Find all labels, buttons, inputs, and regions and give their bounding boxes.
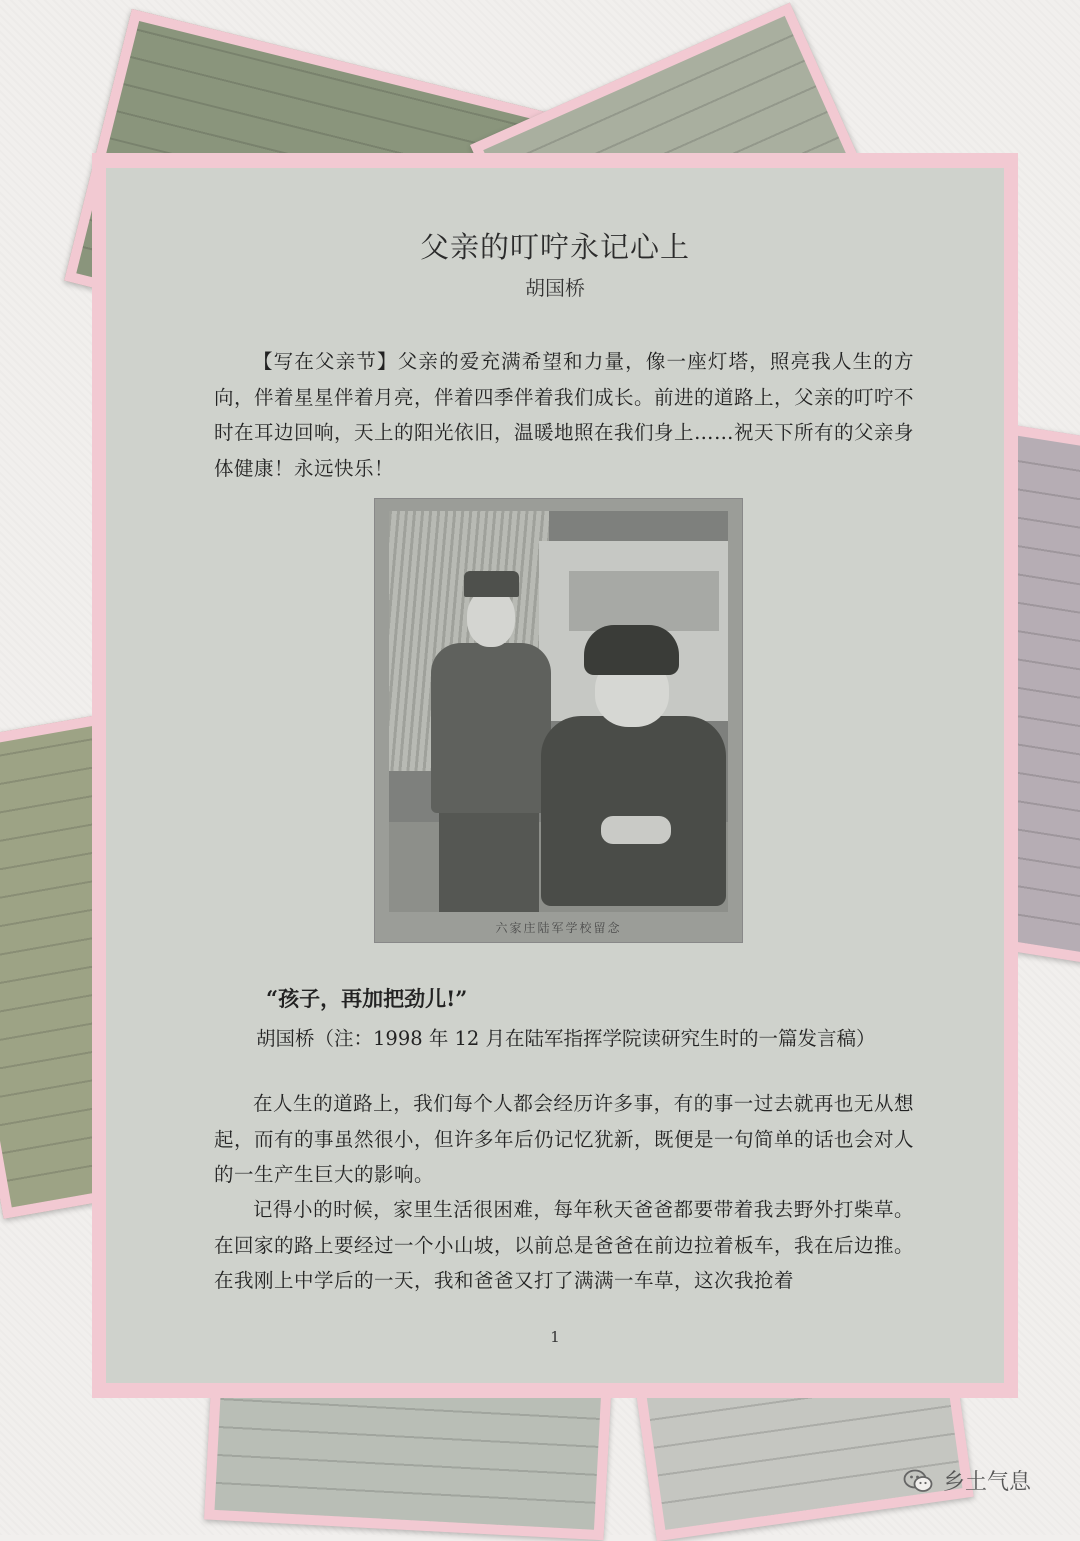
page-number: 1 bbox=[550, 1328, 560, 1346]
seated-father bbox=[529, 591, 728, 911]
document-title: 父亲的叮咛永记心上 bbox=[419, 230, 690, 264]
watermark-text: 乡土气息 bbox=[943, 1470, 1032, 1495]
watermark bbox=[903, 1465, 1031, 1496]
body-paragraph: 在人生的道路上，我们每个人都会经历许多事，有的事一过去就再也无从想起，而有的事虽然很小，但许多年后仍记忆犹新，既便是一句简单的话也会对人的一生产生巨大的影响。 bbox=[214, 1092, 915, 1186]
family-photo bbox=[374, 498, 743, 943]
standing-soldier bbox=[409, 551, 549, 901]
wechat-icon bbox=[903, 1468, 933, 1494]
intro-paragraph: 【写在父亲节】父亲的爱充满希望和力量，像一座灯塔，照亮我人生的方向，伴着星星伴着月亮，伴着四季伴着我们成长。前进的道路上，父亲的叮咛不时在耳边回响，天上的阳光依旧，温暖地照在我们身上……祝天下所有的父亲身体健康！永远快乐！ bbox=[214, 350, 915, 480]
document-page bbox=[106, 168, 1004, 1383]
photo-caption: 六家庄陆军学校留念 bbox=[495, 921, 622, 935]
section-heading: “孩子，再加把劲儿!” bbox=[266, 986, 468, 1011]
body-paragraph: 记得小的时候，家里生活很困难，每年秋天爸爸都要带着我去野外打柴草。在回家的路上要经过一个小山坡，以前总是爸爸在前边拉着板车，我在后边推。在我刚上中学后的一天，我和爸爸又打了满满一车草，这次我抢着 bbox=[214, 1198, 915, 1292]
document-author: 胡国桥 bbox=[525, 276, 585, 300]
author-note: 胡国桥（注：1998 年 12 月在陆军指挥学院读研究生时的一篇发言稿） bbox=[256, 1027, 876, 1050]
